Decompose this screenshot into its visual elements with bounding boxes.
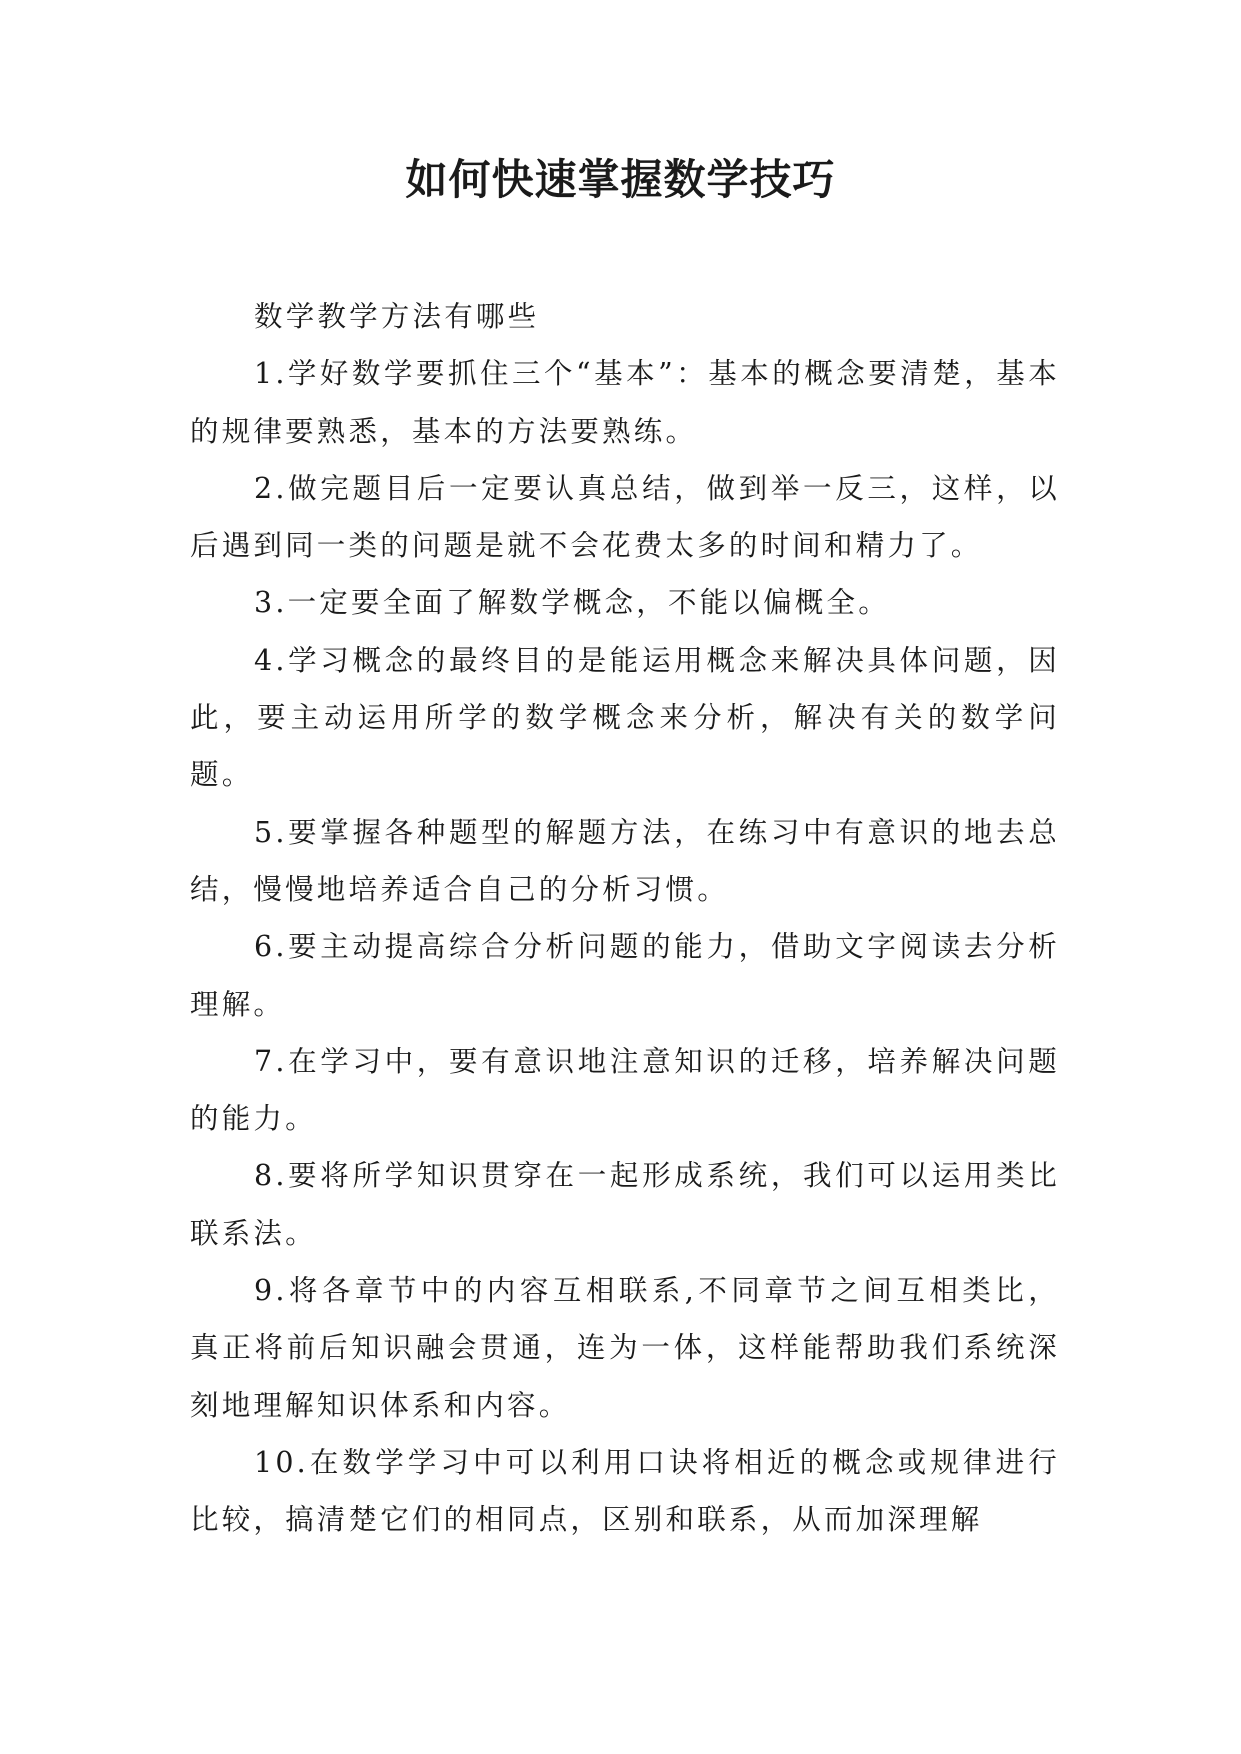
- paragraph-1: 1.学好数学要抓住三个“基本”：基本的概念要清楚，基本的规律要熟悉，基本的方法要熟练。: [190, 357, 1060, 448]
- paragraph-3: 3.一定要全面了解数学概念，不能以偏概全。: [254, 586, 890, 620]
- document-title: 如何快速掌握数学技巧: [405, 155, 836, 204]
- document-body: [190, 288, 1060, 1549]
- paragraph-8: 8.要将所学知识贯穿在一起形成系统，我们可以运用类比联系法。: [190, 1159, 1060, 1250]
- paragraph-9: 9.将各章节中的内容互相联系,不同章节之间互相类比，真正将前后知识融会贯通，连为一体，这样能帮助我们系统深刻地理解知识体系和内容。: [190, 1274, 1060, 1422]
- paragraph-6: 6.要主动提高综合分析问题的能力，借助文字阅读去分析理解。: [190, 930, 1060, 1021]
- paragraph-2: 2.做完题目后一定要认真总结，做到举一反三，这样，以后遇到同一类的问题是就不会花费太多的时间和精力了。: [190, 471, 1060, 563]
- paragraph-7: 7.在学习中，要有意识地注意知识的迁移，培养解决问题的能力。: [190, 1044, 1060, 1136]
- paragraph-10: 10.在数学学习中可以利用口诀将相近的概念或规律进行比较，搞清楚它们的相同点，区别和联系，从而加深理解: [190, 1445, 1060, 1537]
- paragraph-5: 5.要掌握各种题型的解题方法，在练习中有意识的地去总结，慢慢地培养适合自己的分析习惯。: [190, 815, 1060, 906]
- paragraph-4: 4.学习概念的最终目的是能运用概念来解决具体问题，因此，要主动运用所学的数学概念来分析，解决有关的数学问题。: [190, 643, 1060, 792]
- section-heading: 数学教学方法有哪些: [254, 300, 540, 333]
